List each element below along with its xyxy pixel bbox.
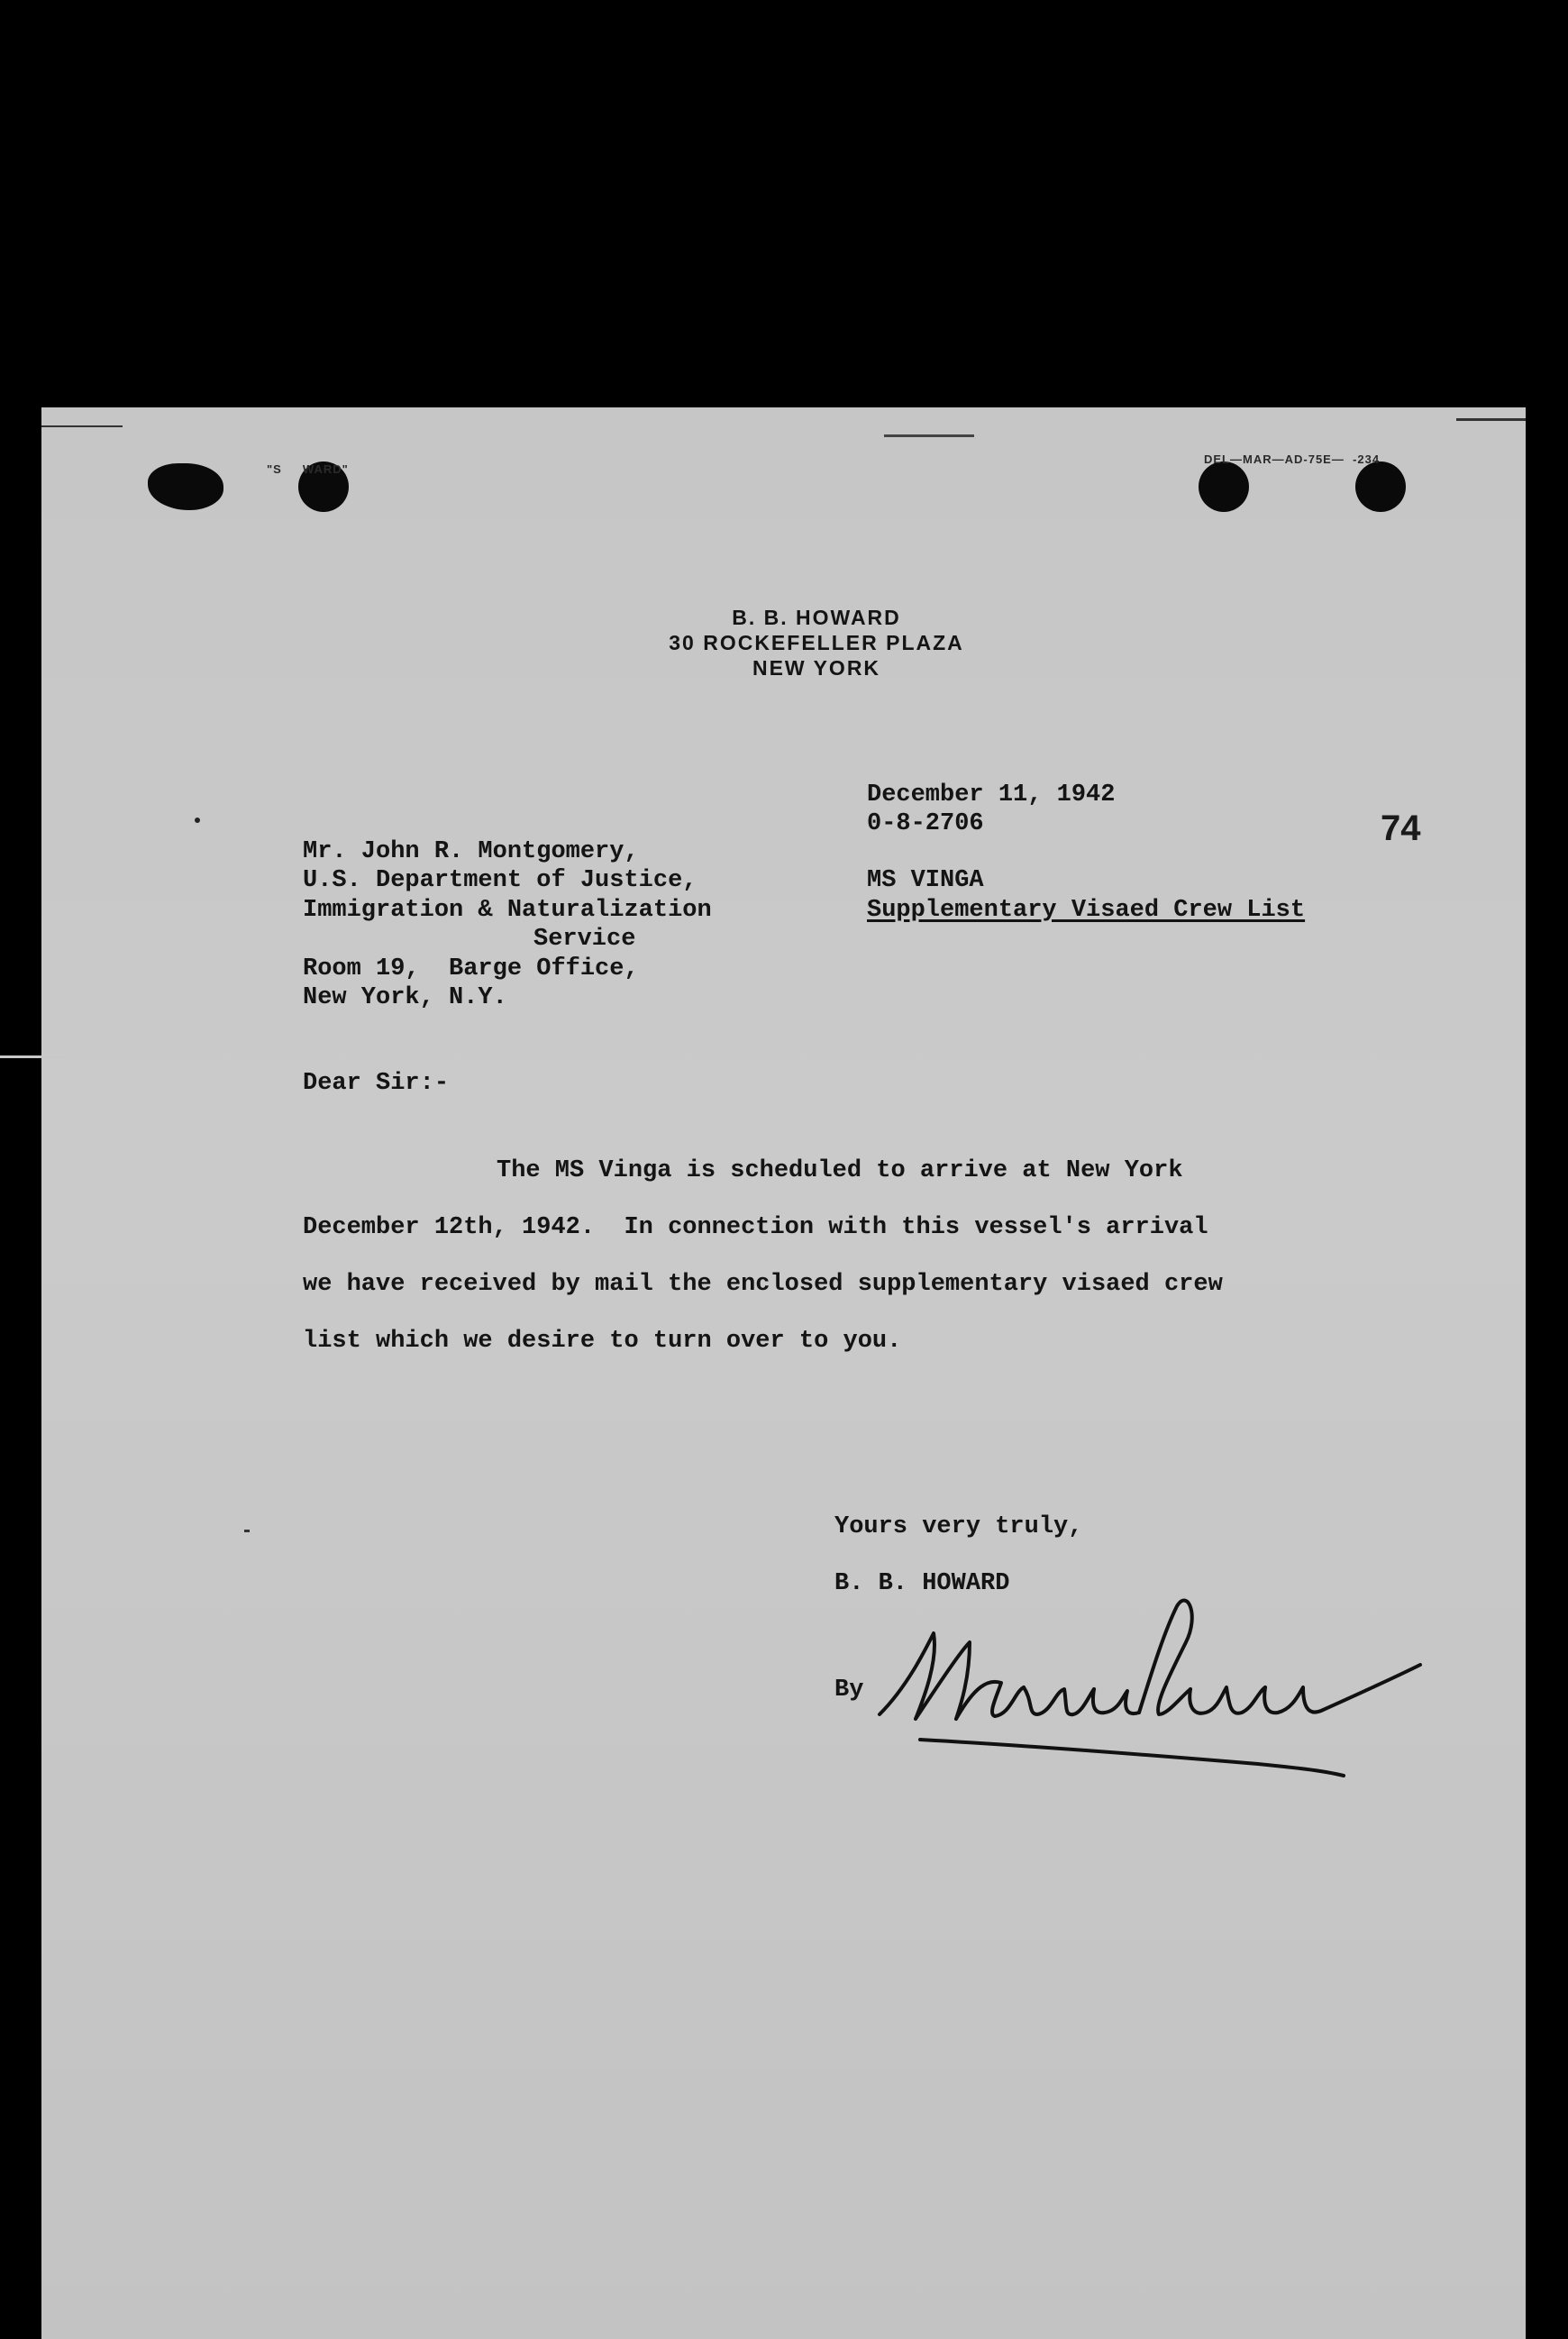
form-mark-right: DEL—MAR—AD-75E— -234 <box>1204 452 1381 466</box>
body-line-3: we have received by mail the enclosed supplementary visaed crew <box>303 1271 1223 1298</box>
closing-company: B. B. HOWARD <box>834 1570 1010 1597</box>
letter-date: December 11, 1942 <box>867 781 1116 809</box>
recipient-line-4: Service <box>533 926 636 953</box>
handwritten-signature <box>852 1579 1429 1795</box>
recipient-line-1: Mr. John R. Montgomery, <box>303 838 639 865</box>
recipient-line-6: New York, N.Y. <box>303 984 507 1011</box>
recipient-line-5: Room 19, Barge Office, <box>303 955 639 982</box>
recipient-line-3: Immigration & Naturalization <box>303 897 712 924</box>
stray-dot <box>244 1530 250 1532</box>
letterhead-city: NEW YORK <box>752 656 881 680</box>
recipient-line-2: U.S. Department of Justice, <box>303 867 697 894</box>
subject-line: Supplementary Visaed Crew List <box>867 897 1306 924</box>
body-line-2: December 12th, 1942. In connection with this vessel's arrival <box>303 1214 1208 1241</box>
stray-dot <box>195 818 200 823</box>
letterhead-name: B. B. HOWARD <box>732 606 901 629</box>
punch-hole-right-1 <box>1199 461 1249 512</box>
page-number: 74 <box>1381 809 1421 848</box>
scan-edge-mark <box>0 1055 65 1058</box>
salutation: Dear Sir:- <box>303 1070 450 1097</box>
punch-hole-left-smudge <box>148 463 223 510</box>
letterhead-address: 30 ROCKEFELLER PLAZA <box>669 631 964 654</box>
body-line-1: The MS Vinga is scheduled to arrive at New York <box>497 1157 1183 1184</box>
letter-sheet <box>41 407 1526 2339</box>
scan-mark <box>41 425 123 427</box>
form-mark-left: "S WARD" <box>267 462 349 476</box>
body-line-4: list which we desire to turn over to you. <box>303 1328 902 1355</box>
valediction: Yours very truly, <box>834 1513 1083 1540</box>
file-number: 0-8-2706 <box>867 810 984 837</box>
by-label: By <box>834 1677 864 1704</box>
scan-mark <box>884 434 974 437</box>
scan-mark <box>1456 418 1526 421</box>
vessel-name: MS VINGA <box>867 867 984 894</box>
punch-hole-right-2 <box>1355 461 1406 512</box>
